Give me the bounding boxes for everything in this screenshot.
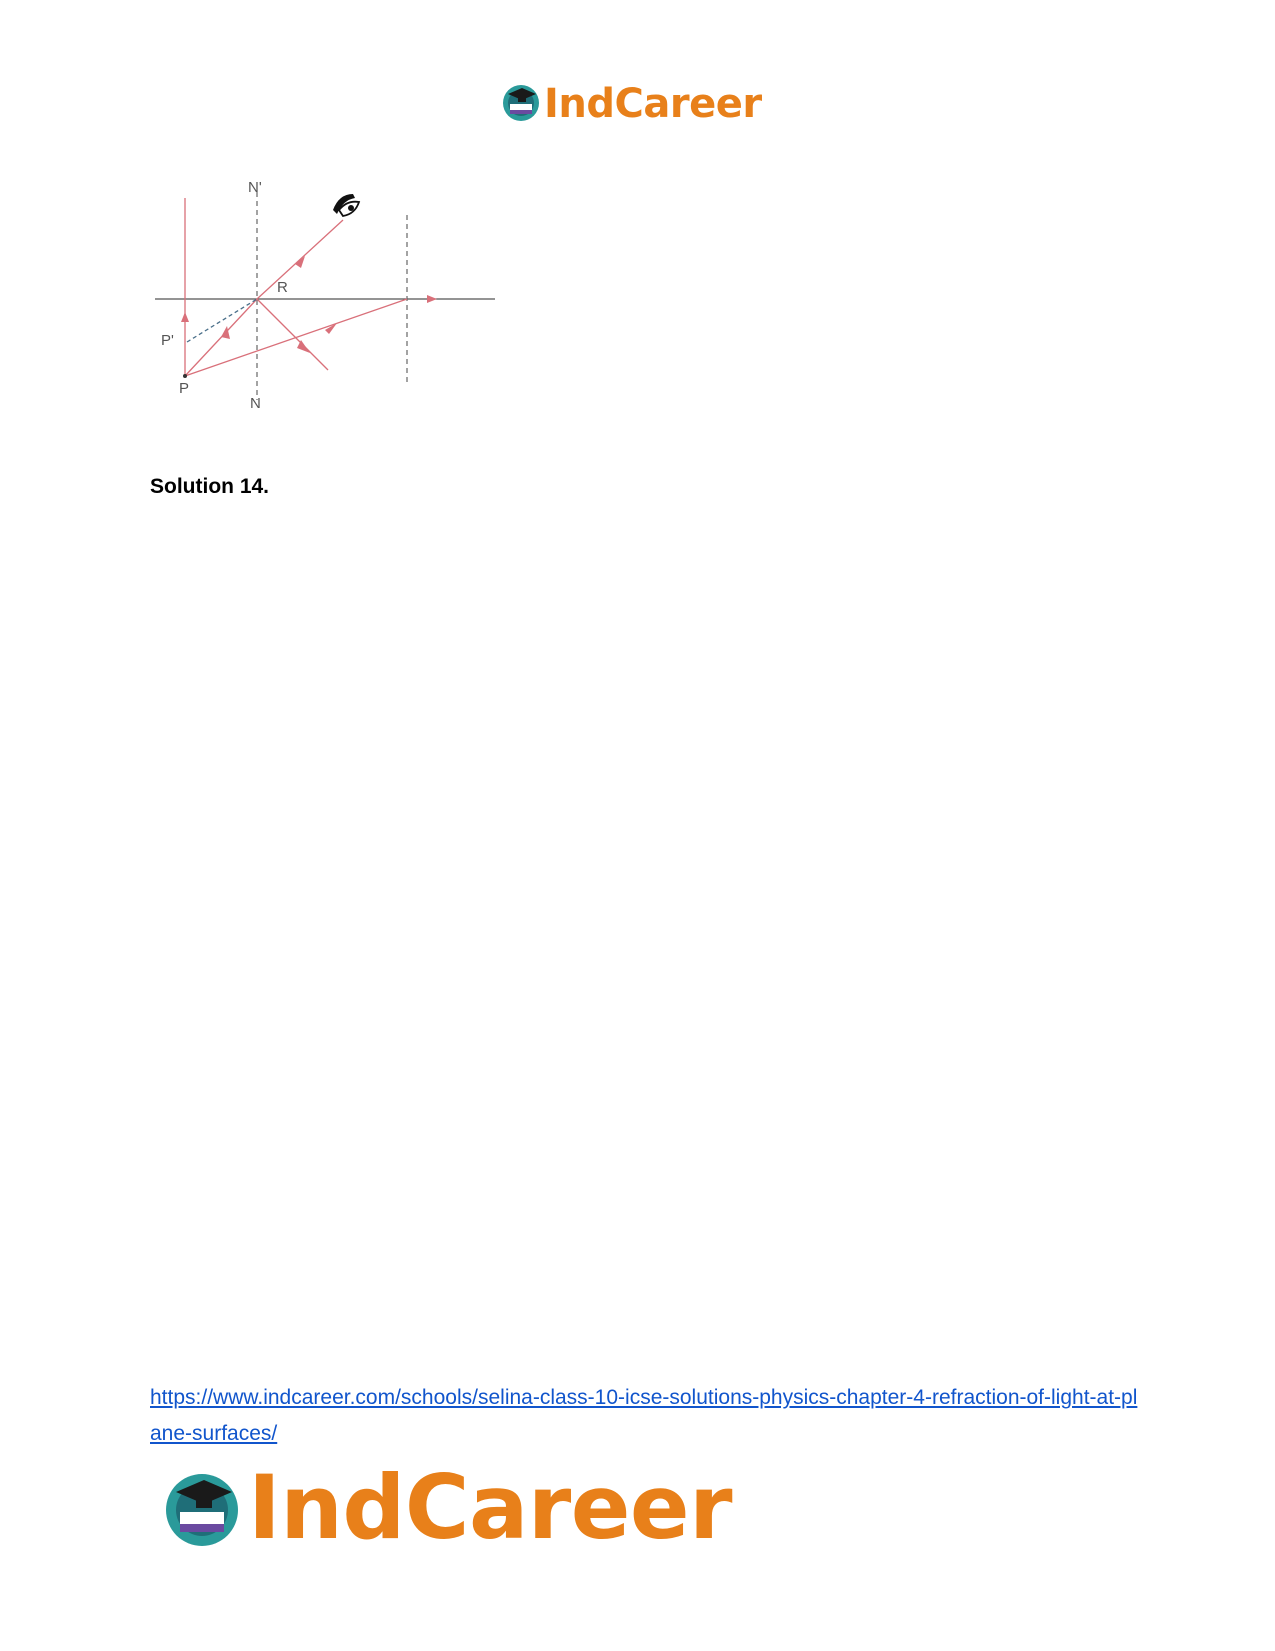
label-r: R [277,279,288,296]
label-p-prime: P' [161,332,174,349]
source-link[interactable]: https://www.indcareer.com/schools/selina-class-10-icse-solutions-physics-chapter-4-refraction-of-light-at-plane-surfaces/ [150,1386,1138,1445]
refraction-diagram [145,180,495,420]
solution-heading: Solution 14. [150,475,270,498]
brand-name: IndCareer [544,80,762,127]
reflected-ray [257,299,328,370]
header-logo [500,80,762,127]
label-n-prime: N' [248,180,262,196]
graduation-cap-book-icon [160,1464,244,1553]
grazing-ray [185,299,407,376]
refracted-ray-to-eye [257,220,343,299]
eye-icon [333,194,359,216]
graduation-cap-book-icon [500,80,542,127]
label-n: N [250,395,261,412]
label-p: P [179,380,190,397]
incident-ray [185,299,257,376]
brand-name: IndCareer [248,1456,733,1559]
footer-logo [160,1456,733,1559]
